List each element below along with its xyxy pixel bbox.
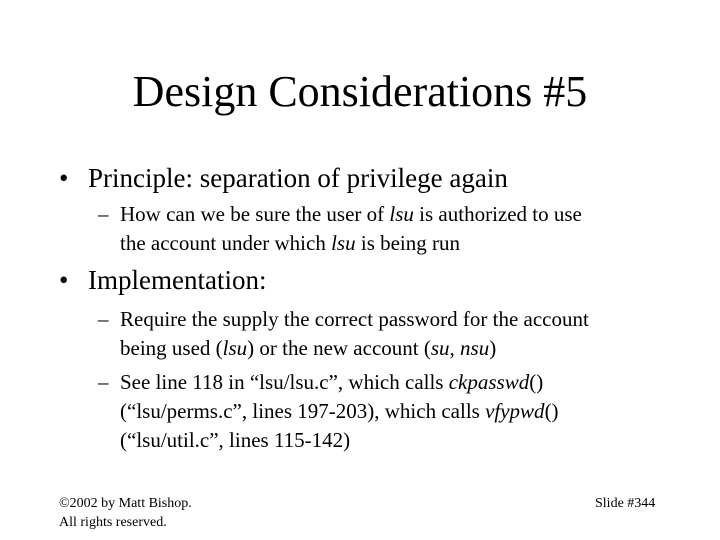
text-line: Require the supply the correct password for the account <box>120 307 589 331</box>
bullet-principle <box>59 162 508 194</box>
text-line <box>120 368 559 397</box>
text-run: is authorized to use <box>413 202 582 226</box>
text-line: (“lsu/util.c”, lines 115-142) <box>120 428 351 452</box>
italic-run: ckpasswd <box>448 370 530 394</box>
text-run: See line 118 in “lsu/lsu.c”, which calls <box>120 370 449 394</box>
bullet-text: Principle: separation of privilege again <box>88 163 508 193</box>
italic-run: su <box>430 336 450 360</box>
text-run: ) or the new account ( <box>247 336 431 360</box>
sub-bullet-text <box>120 305 589 363</box>
italic-run: nsu <box>460 336 490 360</box>
text-run: being used ( <box>120 336 223 360</box>
text-line <box>120 334 589 363</box>
text-line <box>120 397 559 426</box>
text-run: (“lsu/perms.c”, lines 197-203), which calls <box>120 399 486 423</box>
bullet-implementation <box>59 264 266 296</box>
text-run: How can we be sure the user of <box>120 202 390 226</box>
rights-text: All rights reserved. <box>59 515 167 530</box>
footer-copyright <box>59 494 192 532</box>
sub-bullet-text <box>120 368 559 455</box>
dash-icon: – <box>98 370 109 394</box>
slide-title: Design Considerations #5 <box>132 67 588 116</box>
text-line <box>120 200 582 229</box>
sub-bullet-text <box>120 200 582 258</box>
dash-icon: – <box>98 307 109 331</box>
text-run: () <box>544 399 559 423</box>
text-run: ) <box>489 336 497 360</box>
italic-run: vfypwd <box>485 399 545 423</box>
bullet-icon: • <box>59 163 69 193</box>
slide-number: Slide #344 <box>595 496 656 511</box>
bullet-icon: • <box>59 265 69 295</box>
italic-run: lsu <box>222 336 248 360</box>
text-run: , <box>449 336 461 360</box>
dash-icon: – <box>98 202 109 226</box>
italic-run: lsu <box>389 202 414 226</box>
text-run: the account under which <box>120 231 332 255</box>
bullet-text: Implementation: <box>88 265 267 295</box>
text-run: () <box>529 370 544 394</box>
italic-run: lsu <box>331 231 356 255</box>
copyright-text: ©2002 by Matt Bishop. <box>59 496 192 511</box>
text-run: is being run <box>355 231 461 255</box>
text-line <box>120 229 582 258</box>
